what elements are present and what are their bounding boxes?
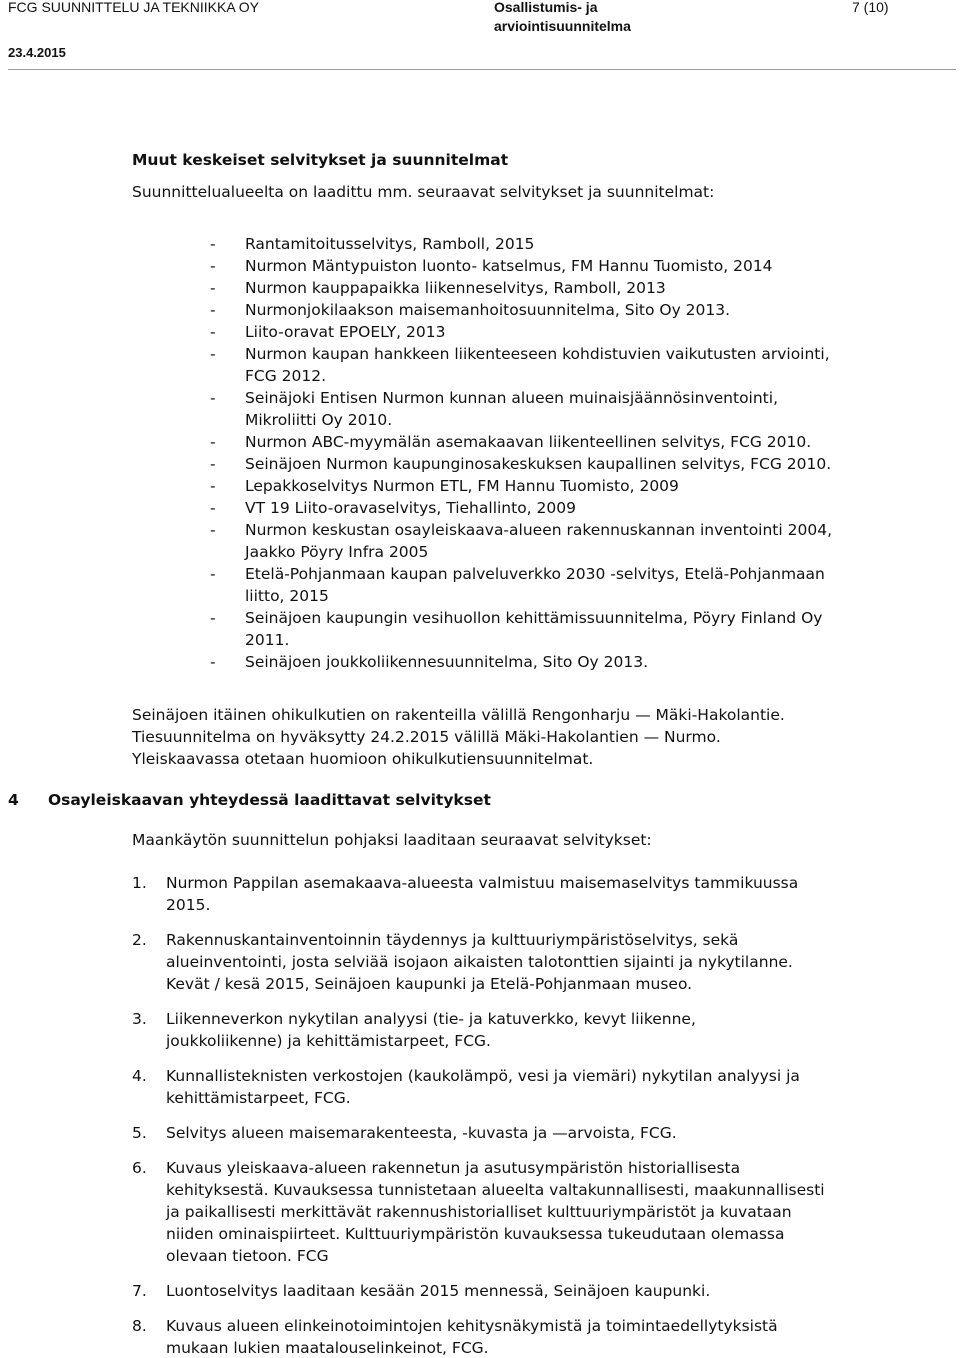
list-item-text: Kuvaus alueen elinkeinotoimintojen kehitysnäkymistä ja toimintaedellytyksistä [166,1317,778,1335]
list-item-text: 2015. [166,896,211,914]
bullet-item-text: Seinäjoki Entisen Nurmon kunnan alueen muinaisjäännösinventointi, [245,389,778,407]
bullet-item-text: Etelä-Pohjanmaan kaupan palveluverkko 2030 -selvitys, Etelä-Pohjanmaan [245,565,825,583]
section-heading: Muut keskeiset selvitykset ja suunnitelmat [132,151,509,169]
bullet-dash: - [210,499,216,517]
bullet-item-text: Seinäjoen joukkoliikennesuunnitelma, Sito Oy 2013. [245,653,648,671]
bullet-dash: - [210,345,216,363]
bullet-item-text: 2011. [245,631,290,649]
header-company: FCG SUUNNITTELU JA TEKNIIKKA OY [8,0,260,15]
list-item-text: joukkoliikenne) ja kehittämistarpeet, FCG. [166,1032,491,1050]
bullet-dash: - [210,257,216,275]
list-item-text: alueinventointi, josta selviää isojaon aikaisten talotonttien sijainti ja nykytilanne. [166,953,793,971]
section-intro: Suunnittelualueelta on laadittu mm. seuraavat selvitykset ja suunnitelmat: [132,183,715,201]
bullet-item-text: Nurmon kaupan hankkeen liikenteeseen kohdistuvien vaikutusten arviointi, [245,345,830,363]
section4-number: 4 [8,791,19,809]
bullet-item-text: Rantamitoitusselvitys, Ramboll, 2015 [245,235,535,253]
list-number: 2. [132,931,147,949]
list-item-text: Luontoselvitys laaditaan kesään 2015 mennessä, Seinäjoen kaupunki. [166,1282,711,1300]
section4-intro: Maankäytön suunnittelun pohjaksi laaditaan seuraavat selvitykset: [132,831,652,849]
bullet-item-text: Seinäjoen Nurmon kaupunginosakeskuksen kaupallinen selvitys, FCG 2010. [245,455,832,473]
bullet-dash: - [210,653,216,671]
list-number: 4. [132,1067,147,1085]
bullet-dash: - [210,477,216,495]
list-item-text: olevaan tietoon. FCG [166,1247,329,1265]
list-number: 6. [132,1159,147,1177]
list-item-text: mukaan lukien maatalouselinkeinot, FCG. [166,1339,489,1357]
list-item-text: Kunnallisteknisten verkostojen (kaukolämpö, vesi ja viemäri) nykytilan analyysi ja [166,1067,800,1085]
list-item-text: Kuvaus yleiskaava-alueen rakennetun ja asutusympäristön historiallisesta [166,1159,741,1177]
list-item-text: ja paikallisesti merkittävät rakennushistorialliset kulttuuriympäristöt ja kuvataan [166,1203,792,1221]
bullet-item-text: Nurmon kauppapaikka liikenneselvitys, Ramboll, 2013 [245,279,666,297]
list-number: 5. [132,1124,147,1142]
bullet-item-text: Jaakko Pöyry Infra 2005 [245,543,429,561]
bullet-item-text: Nurmon Mäntypuiston luonto- katselmus, FM Hannu Tuomisto, 2014 [245,257,773,275]
bullet-item-text: Nurmonjokilaakson maisemanhoitosuunnitelma, Sito Oy 2013. [245,301,731,319]
bullet-dash: - [210,565,216,583]
bullet-dash: - [210,235,216,253]
list-item-text: Selvitys alueen maisemarakenteesta, -kuvasta ja —arvoista, FCG. [166,1124,677,1142]
list-item-text: Liikenneverkon nykytilan analyysi (tie- ja katuverkko, kevyt liikenne, [166,1010,696,1028]
bullet-dash: - [210,433,216,451]
bullet-dash: - [210,301,216,319]
paragraph-line: Yleiskaavassa otetaan huomioon ohikulkutiensuunnitelmat. [132,750,594,768]
bullet-item-text: liitto, 2015 [245,587,329,605]
section4-heading: Osayleiskaavan yhteydessä laadittavat selvitykset [48,791,491,809]
bullet-item-text: Nurmon ABC-myymälän asemakaavan liikenteellinen selvitys, FCG 2010. [245,433,812,451]
list-number: 7. [132,1282,147,1300]
header-divider [8,69,956,70]
bullet-item-text: Lepakkoselvitys Nurmon ETL, FM Hannu Tuomisto, 2009 [245,477,679,495]
list-number: 3. [132,1010,147,1028]
header-doc-type-1: Osallistumis- ja [494,0,598,15]
bullet-dash: - [210,609,216,627]
bullet-dash: - [210,521,216,539]
bullet-dash: - [210,323,216,341]
header-date: 23.4.2015 [8,45,66,60]
header-page-number: 7 (10) [852,0,889,15]
paragraph-line: Tiesuunnitelma on hyväksytty 24.2.2015 välillä Mäki-Hakolantien — Nurmo. [132,728,721,746]
bullet-item-text: FCG 2012. [245,367,327,385]
bullet-dash: - [210,279,216,297]
bullet-item-text: Seinäjoen kaupungin vesihuollon kehittämissuunnitelma, Pöyry Finland Oy [245,609,823,627]
list-number: 1. [132,874,147,892]
header-doc-type-2: arviointisuunnitelma [494,18,631,34]
list-item-text: kehityksestä. Kuvauksessa tunnistetaan alueelta valtakunnallisesti, maakunnallisesti [166,1181,825,1199]
list-item-text: kehittämistarpeet, FCG. [166,1089,351,1107]
bullet-item-text: Liito-oravat EPOELY, 2013 [245,323,446,341]
bullet-dash: - [210,389,216,407]
list-item-text: Nurmon Pappilan asemakaava-alueesta valmistuu maisemaselvitys tammikuussa [166,874,799,892]
list-item-text: Kevät / kesä 2015, Seinäjoen kaupunki ja Etelä-Pohjanmaan museo. [166,975,693,993]
bullet-item-text: Nurmon keskustan osayleiskaava-alueen rakennuskannan inventointi 2004, [245,521,832,539]
bullet-item-text: VT 19 Liito-oravaselvitys, Tiehallinto, 2009 [245,499,576,517]
list-number: 8. [132,1317,147,1335]
bullet-item-text: Mikroliitti Oy 2010. [245,411,393,429]
list-item-text: Rakennuskantainventoinnin täydennys ja kulttuuriympäristöselvitys, sekä [166,931,739,949]
paragraph-line: Seinäjoen itäinen ohikulkutien on rakenteilla välillä Rengonharju — Mäki-Hakolantie. [132,706,785,724]
list-item-text: niiden ominaispiirteet. Kulttuuriympäristön kuvauksessa tukeudutaan olemassa [166,1225,785,1243]
bullet-dash: - [210,455,216,473]
